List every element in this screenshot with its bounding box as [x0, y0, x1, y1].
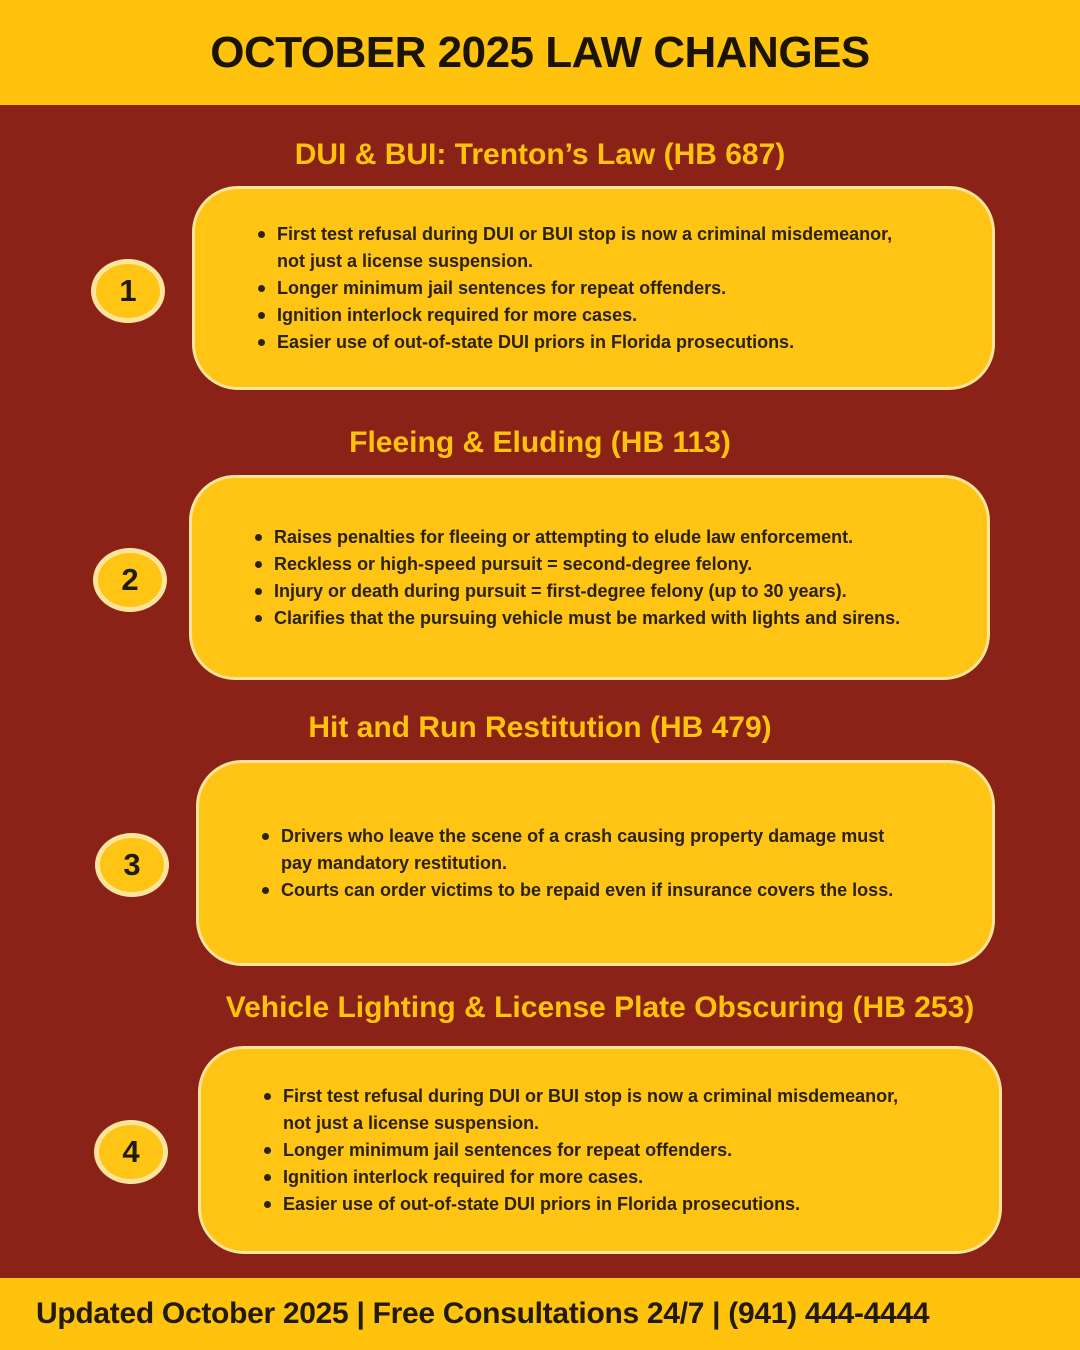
bullet-item: Ignition interlock required for more cases. [257, 1164, 923, 1191]
bullet-item: Longer minimum jail sentences for repeat offenders. [251, 275, 917, 302]
section-card-fleeing-eluding [189, 475, 990, 680]
bullet-item: First test refusal during DUI or BUI stop is now a criminal misdemeanor, not just a license suspension. [257, 1083, 923, 1137]
badge-number: 4 [122, 1134, 140, 1169]
badge-number: 2 [121, 562, 139, 597]
bullet-item: Raises penalties for fleeing or attempting to elude law enforcement. [248, 524, 944, 551]
section-card-dui-bui [192, 186, 995, 390]
section-heading-fleeing-eluding: Fleeing & Eluding (HB 113) [349, 426, 731, 459]
badge-number: 1 [119, 273, 137, 308]
bullet-item: Easier use of out-of-state DUI priors in Florida prosecutions. [251, 329, 917, 356]
bullet-item: First test refusal during DUI or BUI stop is now a criminal misdemeanor, not just a license suspension. [251, 221, 917, 275]
bullet-item: Easier use of out-of-state DUI priors in Florida prosecutions. [257, 1191, 923, 1218]
section-heading-vehicle-lighting: Vehicle Lighting & License Plate Obscuring (HB 253) [225, 991, 975, 1024]
section-heading-hit-and-run: Hit and Run Restitution (HB 479) [308, 711, 772, 744]
section-number-badge-4 [94, 1120, 168, 1184]
bullet-item: Longer minimum jail sentences for repeat offenders. [257, 1137, 923, 1164]
bullet-item: Injury or death during pursuit = first-degree felony (up to 30 years). [248, 578, 944, 605]
section-heading-dui-bui: DUI & BUI: Trenton’s Law (HB 687) [294, 138, 786, 171]
top-banner [0, 0, 1080, 105]
section-number-badge-3 [95, 833, 169, 897]
bullet-item: Drivers who leave the scene of a crash causing property damage must pay mandatory restitution. [255, 823, 906, 877]
footer-contact-text: Updated October 2025 | Free Consultations 24/7 | (941) 444-4444 [36, 1297, 930, 1330]
bullet-item: Courts can order victims to be repaid even if insurance covers the loss. [255, 877, 906, 904]
bullet-item: Ignition interlock required for more cases. [251, 302, 917, 329]
badge-number: 3 [123, 847, 141, 882]
page-title: OCTOBER 2025 LAW CHANGES [210, 27, 870, 77]
section-card-hit-and-run [196, 760, 995, 966]
section-number-badge-2 [93, 548, 167, 612]
section-card-vehicle-lighting [198, 1046, 1002, 1254]
bullet-list [195, 221, 992, 356]
bottom-banner [0, 1278, 1080, 1350]
bullet-item: Clarifies that the pursuing vehicle must be marked with lights and sirens. [248, 605, 944, 632]
section-number-badge-1 [91, 259, 165, 323]
bullet-list [201, 1083, 999, 1218]
bullet-list [192, 524, 987, 632]
bullet-list [199, 823, 992, 904]
bullet-item: Reckless or high-speed pursuit = second-degree felony. [248, 551, 944, 578]
